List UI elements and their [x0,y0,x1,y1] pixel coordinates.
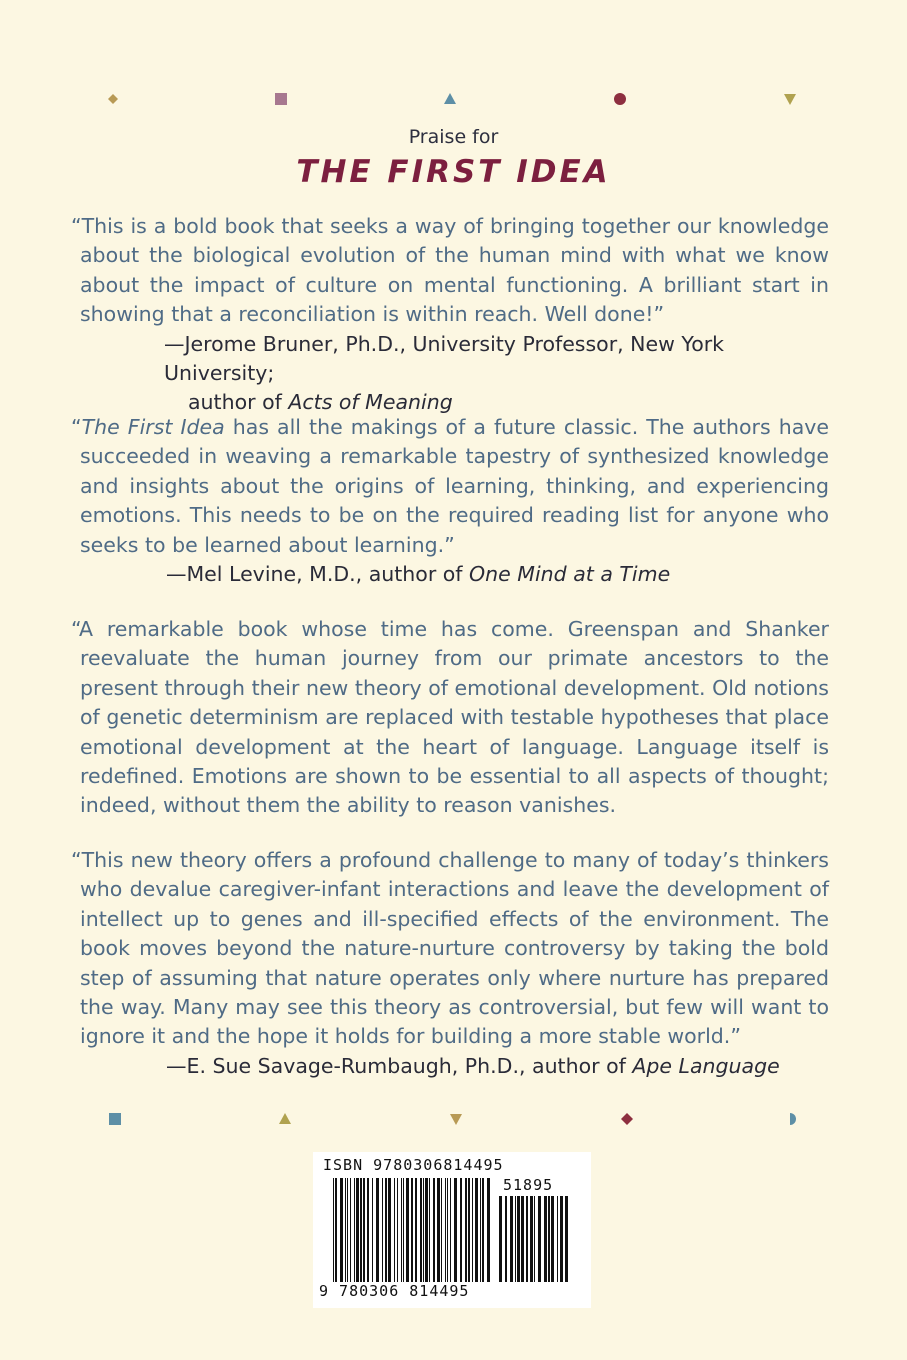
barcode-bar [433,1178,435,1282]
barcode-bar [499,1196,502,1282]
barcode-bar [487,1178,490,1282]
blurb-4-attribution [80,1052,829,1081]
blurb-4-attribution-prefix: —E. Sue Savage-Rumbaugh, Ph.D., author of [166,1053,633,1078]
barcode-bar [454,1178,457,1282]
barcode-bar [465,1178,467,1282]
barcode-bar [517,1196,520,1282]
triangle-up-icon [278,1112,292,1126]
barcode-bar [482,1178,484,1282]
triangle-up-icon [443,92,457,106]
barcode-bars-icon [333,1178,493,1282]
price-code: 51895 [503,1176,554,1194]
barcode-bar [335,1178,337,1282]
blurb-4-quote: “This new theory offers a profound challenge to many of today’s thinkers who devalue caregiver-infant interactions and leave the development of intellect up to genes and ill-specified effects of the environment. The book moves beyond the nature-nurture controversy by taking the bold step of assuming that nature operates only where nurture has prepared the way. Many may see this theory as controversial, but few will want to ignore it and the hope it holds for building a more stable world.” [71,848,829,1049]
half-circle-icon [786,1112,800,1126]
barcode-bar [401,1178,402,1282]
barcode-bar [394,1178,395,1282]
blurb-2 [71,413,830,589]
circle-icon [613,92,627,106]
barcode-bar [347,1178,348,1282]
barcode-bar [515,1196,516,1282]
barcode-bar [340,1178,343,1282]
barcode-bar [560,1196,563,1282]
blurb-2-attribution-prefix: —Mel Levine, M.D., author of [166,562,470,587]
barcode-bar [460,1178,462,1282]
blurb-3-quote: “A remarkable book whose time has come. Greenspan and Shanker reevaluate the human journey from our primate ancestors to the present through their new theory of emotional development. Old notions of genetic determinism are replaced with testable hypotheses that place emotional development at the heart of language. Language itself is redefined. Emotions are shown to be essential to all aspects of thought; indeed, without them the ability to reason vanishes. [71,617,829,818]
barcode-bar [468,1178,470,1282]
barcode-bar [411,1178,413,1282]
diamond-icon [620,1112,634,1126]
blurb-2-quote: “The First Idea has all the makings of a future classic. The authors have succeeded in weaving a remarkable tapestry of synthesized knowledge and insights about the origins of learning, thinking, and experiencing emotions. This needs to be on the required reading list for anyone who seeks to be learned about learning.” [71,415,830,557]
barcode-bar [565,1196,568,1282]
blurb-1-attribution [80,330,829,418]
isbn-label: ISBN 9780306814495 [323,1156,504,1174]
barcode-bar [521,1196,524,1282]
barcode-bar [445,1178,446,1282]
barcode-bar [510,1196,513,1282]
barcode-bar [441,1178,442,1282]
triangle-down-icon [783,92,797,106]
book-title: THE FIRST IDEA [296,154,611,190]
blurb-4-attribution-work: Ape Language [632,1053,780,1078]
square-icon [274,92,288,106]
barcode-bar [472,1178,473,1282]
barcode-bar [480,1178,481,1282]
barcode-bar [420,1178,422,1282]
barcode-bar [356,1178,359,1282]
barcode-bar [376,1178,379,1282]
barcode-bar [385,1178,387,1282]
blurb-1 [71,212,829,418]
barcode-digits: 9 780306 814495 [319,1282,470,1300]
barcode-bar [505,1196,507,1282]
barcode-bar [423,1178,424,1282]
blurb-1-attribution-prefix: author of [188,390,289,415]
barcode-bar [475,1178,478,1282]
triangle-down-icon [449,1112,463,1126]
barcode-bar [333,1178,334,1282]
barcode-bar [345,1178,346,1282]
blurb-2-attribution [80,560,829,589]
blurb-1-attribution-work: Acts of Meaning [288,390,453,415]
isbn-barcode [313,1152,591,1308]
barcode-bar [367,1178,369,1282]
blurb-1-quote: “This is a bold book that seeks a way of bringing together our knowledge about the biological evolution of the human mind with what we know about the impact of culture on mental functioning. A brilliant start in showing that a reconciliation is within reach. Well done!” [71,214,829,327]
barcode-bar [350,1178,351,1282]
barcode-bar [363,1178,365,1282]
blurb-3 [71,615,829,821]
barcode-bar [382,1178,383,1282]
barcode-bar [530,1196,533,1282]
barcode-bar [403,1178,404,1282]
barcode-bar [372,1178,373,1282]
barcode-bar [447,1178,448,1282]
barcode-bar [406,1178,409,1282]
blurb-1-attribution-line1: —Jerome Bruner, Ph.D., University Professor, New York University; [164,331,725,386]
barcode-bar [538,1196,541,1282]
barcode-bar [526,1196,528,1282]
barcode-bar [534,1196,535,1282]
blurb-2-quote-title: The First Idea [81,415,225,439]
top-ornament-row [0,92,907,112]
square-icon [108,1112,122,1126]
barcode-bar [415,1178,417,1282]
barcode-bar [360,1178,362,1282]
bottom-ornament-row [0,1112,907,1132]
barcode-bar [425,1178,428,1282]
addon-barcode-bars-icon [499,1196,571,1282]
barcode-bar [397,1178,398,1282]
barcode-bar [437,1178,440,1282]
blurb-4 [71,846,829,1081]
barcode-bar [548,1196,550,1282]
barcode-bar [429,1178,430,1282]
praise-for-label: Praise for [408,126,499,148]
blurb-2-attribution-work: One Mind at a Time [469,562,671,587]
barcode-bar [544,1196,547,1282]
barcode-bar [388,1178,391,1282]
barcode-bar [354,1178,355,1282]
diamond-icon [106,92,120,106]
barcode-bar [450,1178,451,1282]
barcode-bar [557,1196,558,1282]
barcode-bar [551,1196,554,1282]
